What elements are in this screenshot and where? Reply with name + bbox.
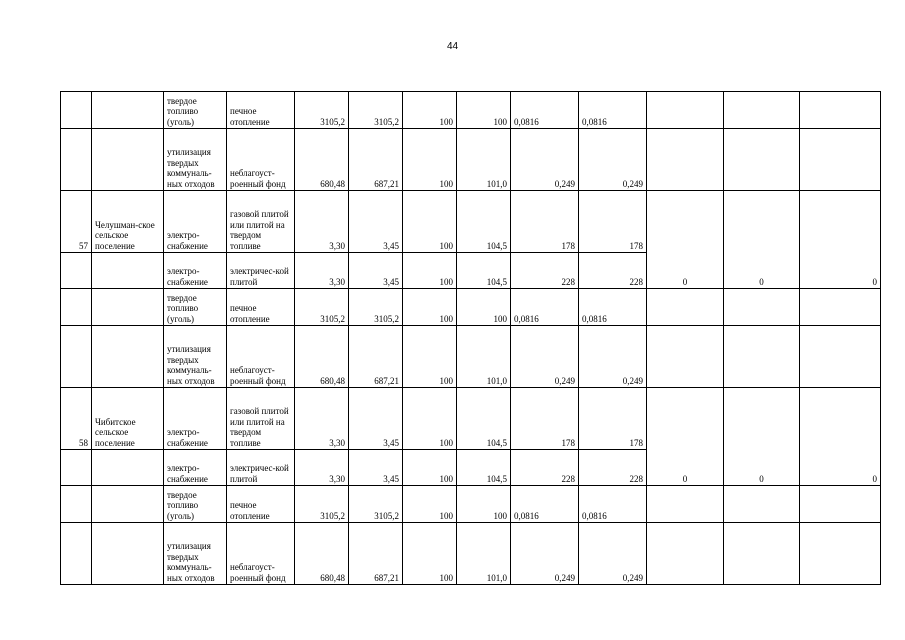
percent-2-cell: 104,5 bbox=[457, 191, 511, 253]
group-extra-cell-1: 0 bbox=[647, 191, 724, 289]
percent-2-cell: 100 bbox=[457, 289, 511, 326]
extra-cell-1 bbox=[647, 129, 724, 191]
settlement-cell bbox=[92, 486, 164, 523]
group-extra-cell-2: 0 bbox=[724, 388, 800, 486]
method-cell: газовой плитой или плитой на твердом топливе bbox=[227, 388, 295, 450]
value-2-cell: 3105,2 bbox=[349, 486, 403, 523]
extra-cell-2 bbox=[724, 129, 800, 191]
coef-2-cell: 0,0816 bbox=[579, 289, 647, 326]
coef-1-cell: 228 bbox=[511, 450, 579, 486]
resource-cell: электро-снабжение bbox=[164, 191, 227, 253]
resource-cell: утилизация твердых коммуналь-ных отходов bbox=[164, 129, 227, 191]
percent-1-cell: 100 bbox=[403, 191, 457, 253]
value-2-cell: 3105,2 bbox=[349, 92, 403, 129]
extra-cell-1 bbox=[647, 523, 724, 585]
row-index-cell bbox=[61, 523, 92, 585]
extra-cell-2 bbox=[724, 92, 800, 129]
method-cell: печное отопление bbox=[227, 486, 295, 523]
value-2-cell: 687,21 bbox=[349, 326, 403, 388]
coef-2-cell: 0,249 bbox=[579, 129, 647, 191]
coef-1-cell: 0,249 bbox=[511, 523, 579, 585]
percent-1-cell: 100 bbox=[403, 523, 457, 585]
table-row bbox=[61, 129, 881, 191]
resource-cell: электро-снабжение bbox=[164, 253, 227, 289]
percent-1-cell: 100 bbox=[403, 486, 457, 523]
method-cell: неблагоуст-роенный фонд bbox=[227, 523, 295, 585]
row-index-cell bbox=[61, 450, 92, 486]
row-index-cell: 58 bbox=[61, 388, 92, 450]
percent-2-cell: 104,5 bbox=[457, 450, 511, 486]
coef-1-cell: 228 bbox=[511, 253, 579, 289]
coef-2-cell: 0,249 bbox=[579, 326, 647, 388]
percent-1-cell: 100 bbox=[403, 253, 457, 289]
percent-1-cell: 100 bbox=[403, 92, 457, 129]
extra-cell-3 bbox=[800, 289, 881, 326]
percent-1-cell: 100 bbox=[403, 129, 457, 191]
table-row bbox=[61, 92, 881, 129]
settlement-cell: Челушман-ское сельское поселение bbox=[92, 191, 164, 253]
method-cell: неблагоуст-роенный фонд bbox=[227, 326, 295, 388]
resource-cell: электро-снабжение bbox=[164, 450, 227, 486]
table-row bbox=[61, 289, 881, 326]
coef-1-cell: 0,249 bbox=[511, 129, 579, 191]
settlement-cell bbox=[92, 289, 164, 326]
settlement-cell bbox=[92, 523, 164, 585]
coef-2-cell: 178 bbox=[579, 388, 647, 450]
extra-cell-3 bbox=[800, 326, 881, 388]
group-extra-cell-3: 0 bbox=[800, 191, 881, 289]
settlement-cell bbox=[92, 253, 164, 289]
page-number: 44 bbox=[446, 41, 459, 52]
value-1-cell: 3,30 bbox=[295, 388, 349, 450]
coef-1-cell: 0,249 bbox=[511, 326, 579, 388]
value-2-cell: 3,45 bbox=[349, 450, 403, 486]
settlement-cell bbox=[92, 92, 164, 129]
value-2-cell: 3105,2 bbox=[349, 289, 403, 326]
percent-2-cell: 101,0 bbox=[457, 129, 511, 191]
value-1-cell: 680,48 bbox=[295, 326, 349, 388]
row-index-cell bbox=[61, 289, 92, 326]
percent-1-cell: 100 bbox=[403, 326, 457, 388]
value-2-cell: 3,45 bbox=[349, 388, 403, 450]
resource-cell: утилизация твердых коммуналь-ных отходов bbox=[164, 326, 227, 388]
method-cell: газовой плитой или плитой на твердом топливе bbox=[227, 191, 295, 253]
row-index-cell: 57 bbox=[61, 191, 92, 253]
extra-cell-3 bbox=[800, 129, 881, 191]
row-index-cell bbox=[61, 326, 92, 388]
table-row bbox=[61, 523, 881, 585]
group-extra-cell-3: 0 bbox=[800, 388, 881, 486]
extra-cell-1 bbox=[647, 92, 724, 129]
method-cell: электричес-кой плитой bbox=[227, 253, 295, 289]
settlement-cell bbox=[92, 450, 164, 486]
value-2-cell: 687,21 bbox=[349, 523, 403, 585]
value-2-cell: 687,21 bbox=[349, 129, 403, 191]
percent-2-cell: 104,5 bbox=[457, 253, 511, 289]
coef-2-cell: 228 bbox=[579, 450, 647, 486]
settlement-cell: Чибитское сельское поселение bbox=[92, 388, 164, 450]
settlement-cell bbox=[92, 129, 164, 191]
value-1-cell: 3,30 bbox=[295, 253, 349, 289]
coef-1-cell: 178 bbox=[511, 388, 579, 450]
extra-cell-3 bbox=[800, 92, 881, 129]
value-1-cell: 3105,2 bbox=[295, 92, 349, 129]
percent-1-cell: 100 bbox=[403, 450, 457, 486]
percent-2-cell: 101,0 bbox=[457, 326, 511, 388]
value-1-cell: 3105,2 bbox=[295, 289, 349, 326]
percent-2-cell: 100 bbox=[457, 486, 511, 523]
tariff-table bbox=[60, 91, 881, 585]
resource-cell: твердое топливо (уголь) bbox=[164, 92, 227, 129]
method-cell: неблагоуст-роенный фонд bbox=[227, 129, 295, 191]
value-2-cell: 3,45 bbox=[349, 253, 403, 289]
extra-cell-2 bbox=[724, 486, 800, 523]
coef-1-cell: 0,0816 bbox=[511, 92, 579, 129]
value-1-cell: 3105,2 bbox=[295, 486, 349, 523]
resource-cell: утилизация твердых коммуналь-ных отходов bbox=[164, 523, 227, 585]
coef-2-cell: 0,0816 bbox=[579, 486, 647, 523]
resource-cell: твердое топливо (уголь) bbox=[164, 486, 227, 523]
extra-cell-3 bbox=[800, 486, 881, 523]
percent-1-cell: 100 bbox=[403, 289, 457, 326]
percent-2-cell: 104,5 bbox=[457, 388, 511, 450]
extra-cell-2 bbox=[724, 523, 800, 585]
group-extra-cell-2: 0 bbox=[724, 191, 800, 289]
coef-2-cell: 178 bbox=[579, 191, 647, 253]
table-row bbox=[61, 388, 881, 450]
coef-2-cell: 228 bbox=[579, 253, 647, 289]
extra-cell-1 bbox=[647, 486, 724, 523]
row-index-cell bbox=[61, 486, 92, 523]
percent-1-cell: 100 bbox=[403, 388, 457, 450]
percent-2-cell: 101,0 bbox=[457, 523, 511, 585]
method-cell: печное отопление bbox=[227, 289, 295, 326]
resource-cell: твердое топливо (уголь) bbox=[164, 289, 227, 326]
resource-cell: электро-снабжение bbox=[164, 388, 227, 450]
percent-2-cell: 100 bbox=[457, 92, 511, 129]
table-row bbox=[61, 486, 881, 523]
coef-1-cell: 0,0816 bbox=[511, 486, 579, 523]
method-cell: электричес-кой плитой bbox=[227, 450, 295, 486]
value-1-cell: 3,30 bbox=[295, 191, 349, 253]
row-index-cell bbox=[61, 253, 92, 289]
coef-2-cell: 0,0816 bbox=[579, 92, 647, 129]
coef-1-cell: 178 bbox=[511, 191, 579, 253]
value-1-cell: 680,48 bbox=[295, 129, 349, 191]
extra-cell-2 bbox=[724, 326, 800, 388]
row-index-cell bbox=[61, 129, 92, 191]
table-row bbox=[61, 326, 881, 388]
coef-1-cell: 0,0816 bbox=[511, 289, 579, 326]
table-body bbox=[61, 92, 881, 585]
row-index-cell bbox=[61, 92, 92, 129]
extra-cell-1 bbox=[647, 326, 724, 388]
extra-cell-3 bbox=[800, 523, 881, 585]
value-2-cell: 3,45 bbox=[349, 191, 403, 253]
extra-cell-1 bbox=[647, 289, 724, 326]
group-extra-cell-1: 0 bbox=[647, 388, 724, 486]
settlement-cell bbox=[92, 326, 164, 388]
value-1-cell: 680,48 bbox=[295, 523, 349, 585]
method-cell: печное отопление bbox=[227, 92, 295, 129]
value-1-cell: 3,30 bbox=[295, 450, 349, 486]
table-row bbox=[61, 191, 881, 253]
coef-2-cell: 0,249 bbox=[579, 523, 647, 585]
extra-cell-2 bbox=[724, 289, 800, 326]
